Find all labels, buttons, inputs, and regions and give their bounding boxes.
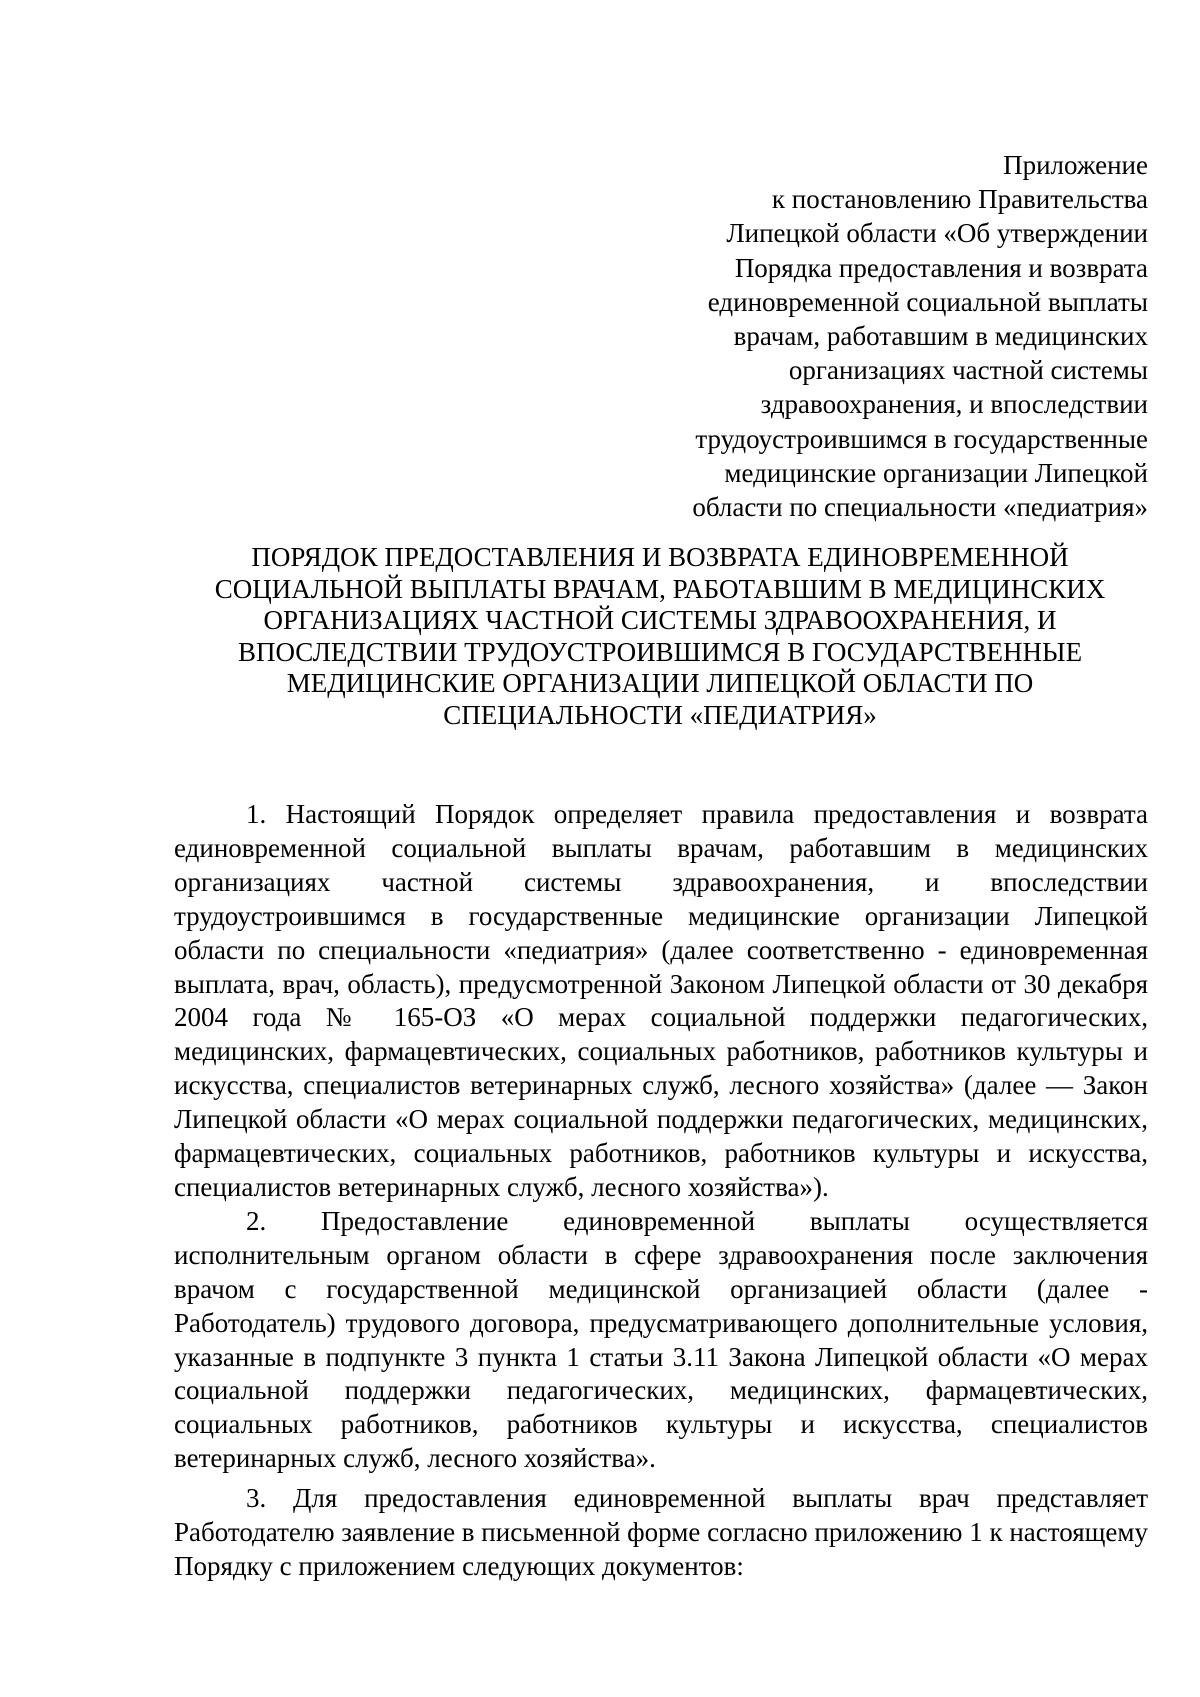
appendix-line: области по специальности «педиатрия» — [692, 492, 1148, 523]
appendix-line: единовременной социальной выплаты — [707, 286, 1148, 317]
appendix-line: здравоохранения, и впоследствии — [760, 389, 1148, 420]
paragraph-2: 2. Предоставление единовременной выплаты осуществляется исполнительным органом области в сфере здравоохранения после заключения врачом с государственной медицинской организацией области (далее - Работодатель) трудового договора, предусматривающего дополнительные условия, указанные в подпункте 3 пункта 1 статьи 3.11 Закона Липецкой области «О мерах социальной поддержки педагогических, медицинских, фармацевтических, социальных работников, работников культуры и искусства, специалистов ветеринарных служб, лесного хозяйства». — [174, 1205, 1148, 1474]
document-body — [174, 798, 1148, 1584]
appendix-header — [620, 148, 1148, 524]
document-title — [160, 542, 1160, 731]
title-line: МЕДИЦИНСКИЕ ОРГАНИЗАЦИИ ЛИПЕЦКОЙ ОБЛАСТИ ПО — [286, 668, 1034, 698]
title-line: СПЕЦИАЛЬНОСТИ «ПЕДИАТРИЯ» — [443, 699, 877, 730]
appendix-line: медицинские организации Липецкой — [724, 457, 1148, 488]
paragraph-3: 3. Для предоставления единовременной выплаты врач представляет Работодателю заявление в письменной форме согласно приложению 1 к настоящему Порядку с приложением следующих документов: — [174, 1483, 1148, 1581]
appendix-line: организациях частной системы — [788, 355, 1148, 386]
appendix-line: врачам, работавшим в медицинских — [733, 321, 1148, 352]
appendix-line: трудоустроившимся в государственные — [695, 423, 1148, 454]
title-line: ОРГАНИЗАЦИЯХ ЧАСТНОЙ СИСТЕМЫ ЗДРАВООХРАНЕНИЯ, И — [263, 605, 1057, 635]
appendix-line: Приложение — [1003, 150, 1148, 180]
appendix-line: Липецкой области «Об утверждении — [726, 218, 1148, 249]
appendix-line: Порядка предоставления и возврата — [734, 252, 1148, 283]
paragraph-1: 1. Настоящий Порядок определяет правила предоставления и возврата единовременной социальной выплаты врачам, работавшим в медицинских организациях частной системы здравоохранения, и впоследствии трудоустроившимся в государственные медицинские организации Липецкой области по специальности «педиатрия» (далее соответственно - единовременная выплата, врач, область), предусмотренной Законом Липецкой области от 30 декабря 2004 года № 165-ОЗ «О мерах социальной поддержки педагогических, медицинских, фармацевтических, социальных работников, работников культуры и искусства, специалистов ветеринарных служб, лесного хозяйства» (далее — Закон Липецкой области «О мерах социальной поддержки педагогических, медицинских, фармацевтических, социальных работников, работников культуры и искусства, специалистов ветеринарных служб, лесного хозяйства»). — [174, 799, 1148, 1202]
title-line: ПОРЯДОК ПРЕДОСТАВЛЕНИЯ И ВОЗВРАТА ЕДИНОВРЕМЕННОЙ — [251, 542, 1069, 572]
title-line: ВПОСЛЕДСТВИИ ТРУДОУСТРОИВШИМСЯ В ГОСУДАРСТВЕННЫЕ — [237, 636, 1083, 667]
appendix-line: к постановлению Правительства — [771, 184, 1148, 215]
title-line: СОЦИАЛЬНОЙ ВЫПЛАТЫ ВРАЧАМ, РАБОТАВШИМ В МЕДИЦИНСКИХ — [214, 573, 1106, 604]
